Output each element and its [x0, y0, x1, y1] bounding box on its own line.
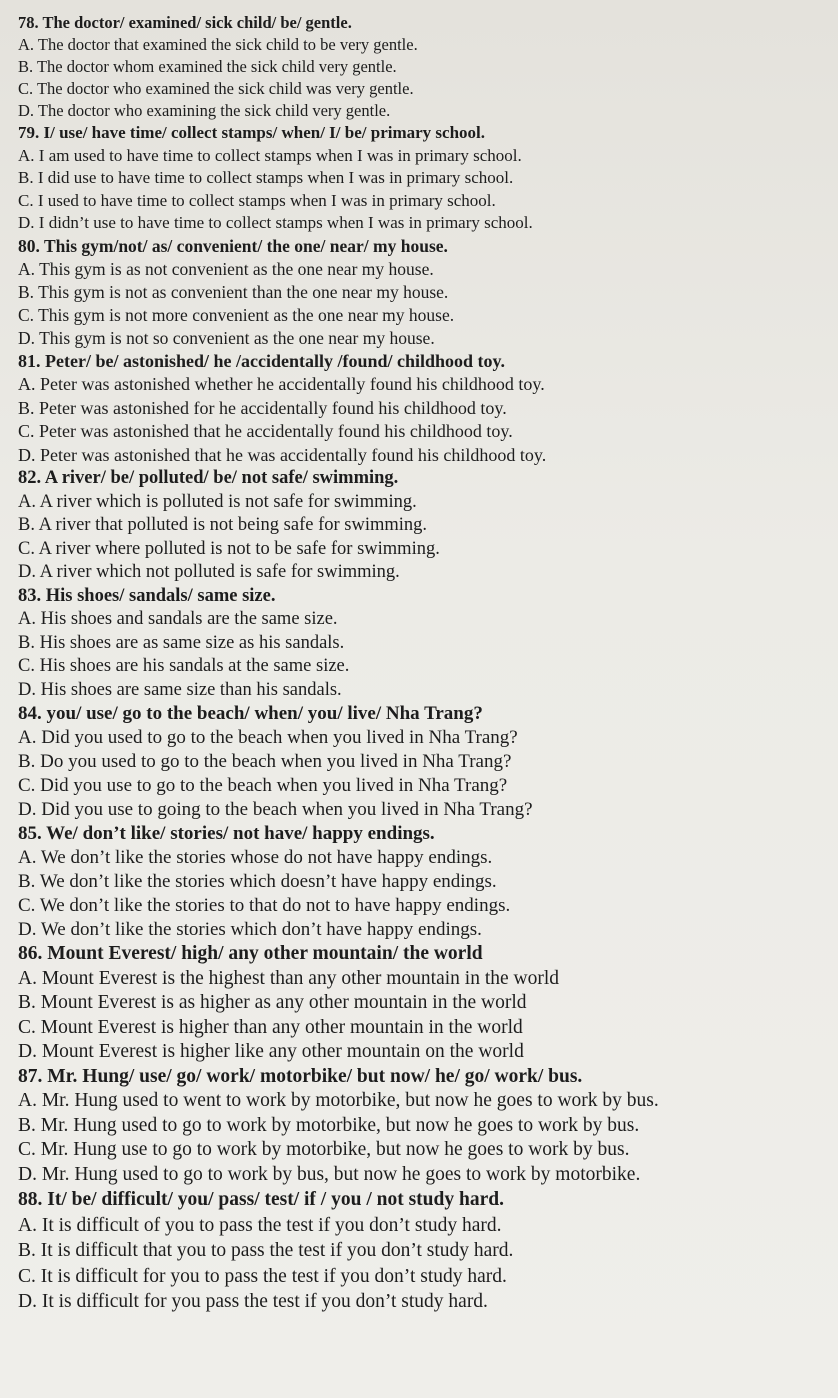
question-83	[18, 585, 830, 703]
option-b: B. We don’t like the stories which doesn’t have happy endings.	[18, 871, 497, 892]
option-c: C. It is difficult for you to pass the test if you don’t study hard.	[18, 1265, 507, 1287]
question-85	[18, 822, 830, 942]
question-prompt: 79. I/ use/ have time/ collect stamps/ when/ I/ be/ primary school.	[18, 123, 486, 142]
option-d: D. Mr. Hung used to go to work by bus, but now he goes to work by motorbike.	[18, 1163, 641, 1185]
question-81	[18, 350, 830, 468]
option-b: B. The doctor whom examined the sick child very gentle.	[18, 57, 397, 76]
option-d: D. I didn’t use to have time to collect stamps when I was in primary school.	[18, 213, 533, 232]
option-c: C. His shoes are his sandals at the same size.	[18, 656, 350, 676]
question-78	[18, 12, 830, 122]
option-b: B. His shoes are as same size as his sandals.	[18, 632, 345, 653]
question-prompt: 80. This gym/not/ as/ convenient/ the one/ near/ my house.	[18, 235, 448, 256]
option-b: B. Peter was astonished for he accidentally found his childhood toy.	[18, 397, 507, 418]
option-a: A. This gym is as not convenient as the one near my house.	[18, 258, 434, 279]
option-c: C. Mr. Hung use to go to work by motorbike, but now he goes to work by bus.	[18, 1139, 630, 1160]
option-a: A. It is difficult of you to pass the test if you don’t study hard.	[18, 1214, 502, 1236]
question-prompt: 81. Peter/ be/ astonished/ he /accidentally /found/ childhood toy.	[18, 350, 506, 371]
question-prompt: 85. We/ don’t like/ stories/ not have/ happy endings.	[18, 823, 435, 844]
option-d: D. Did you use to going to the beach when you lived in Nha Trang?	[18, 799, 533, 820]
question-prompt: 87. Mr. Hung/ use/ go/ work/ motorbike/ but now/ he/ go/ work/ bus.	[18, 1065, 583, 1087]
question-82	[18, 467, 830, 585]
question-88	[18, 1187, 830, 1315]
option-c: C. A river where polluted is not to be safe for swimming.	[18, 538, 440, 559]
option-b: B. It is difficult that you to pass the test if you don’t study hard.	[18, 1240, 514, 1261]
question-prompt: 83. His shoes/ sandals/ same size.	[18, 585, 276, 606]
option-c: C. I used to have time to collect stamps when I was in primary school.	[18, 190, 496, 210]
option-d: D. We don’t like the stories which don’t have happy endings.	[18, 919, 482, 940]
question-prompt: 84. you/ use/ go to the beach/ when/ you/ live/ Nha Trang?	[18, 703, 483, 724]
option-a: A. Mr. Hung used to went to work by motorbike, but now he goes to work by bus.	[18, 1090, 659, 1111]
question-87	[18, 1065, 830, 1188]
question-prompt: 82. A river/ be/ polluted/ be/ not safe/ swimming.	[18, 468, 399, 488]
question-86	[18, 942, 830, 1065]
question-prompt: 88. It/ be/ difficult/ you/ pass/ test/ if / you / not study hard.	[18, 1189, 504, 1210]
option-a: A. I am used to have time to collect stamps when I was in primary school.	[18, 145, 522, 165]
option-d: D. His shoes are same size than his sandals.	[18, 679, 342, 700]
option-d: D. Peter was astonished that he was accidentally found his childhood toy.	[18, 444, 547, 465]
option-b: B. I did use to have time to collect stamps when I was in primary school.	[18, 168, 514, 187]
option-d: D. This gym is not so convenient as the one near my house.	[18, 327, 435, 348]
question-prompt: 86. Mount Everest/ high/ any other mountain/ the world	[18, 943, 483, 964]
option-b: B. Mr. Hung used to go to work by motorbike, but now he goes to work by bus.	[18, 1114, 640, 1136]
option-b: B. This gym is not as convenient than the one near my house.	[18, 281, 449, 302]
option-a: A. The doctor that examined the sick child to be very gentle.	[18, 35, 418, 54]
option-d: D. The doctor who examining the sick child very gentle.	[18, 101, 391, 120]
option-d: D. A river which not polluted is safe for swimming.	[18, 562, 400, 582]
option-a: A. Peter was astonished whether he accidentally found his childhood toy.	[18, 374, 545, 394]
option-a: A. Mount Everest is the highest than any other mountain in the world	[18, 967, 560, 989]
option-a: A. His shoes and sandals are the same size.	[18, 609, 338, 629]
option-c: C. We don’t like the stories to that do not to have happy endings.	[18, 895, 511, 916]
question-79	[18, 122, 830, 235]
option-b: B. A river that polluted is not being safe for swimming.	[18, 515, 428, 535]
option-c: C. Did you use to go to the beach when you lived in Nha Trang?	[18, 775, 508, 796]
option-d: D. Mount Everest is higher like any other mountain on the world	[18, 1041, 524, 1062]
option-b: B. Mount Everest is as higher as any other mountain in the world	[18, 992, 527, 1013]
option-c: C. Mount Everest is higher than any other mountain in the world	[18, 1016, 523, 1038]
question-prompt: 78. The doctor/ examined/ sick child/ be/ gentle.	[18, 13, 352, 32]
option-c: C. This gym is not more convenient as the one near my house.	[18, 304, 455, 325]
question-80	[18, 235, 830, 350]
option-d: D. It is difficult for you pass the test if you don’t study hard.	[18, 1291, 488, 1312]
question-84	[18, 702, 830, 822]
option-a: A. A river which is polluted is not safe for swimming.	[18, 491, 417, 512]
option-c: C. Peter was astonished that he accidentally found his childhood toy.	[18, 421, 513, 441]
option-c: C. The doctor who examined the sick child was very gentle.	[18, 79, 414, 98]
option-b: B. Do you used to go to the beach when you lived in Nha Trang?	[18, 751, 512, 772]
option-a: A. We don’t like the stories whose do not have happy endings.	[18, 847, 493, 868]
option-a: A. Did you used to go to the beach when you lived in Nha Trang?	[18, 727, 518, 748]
